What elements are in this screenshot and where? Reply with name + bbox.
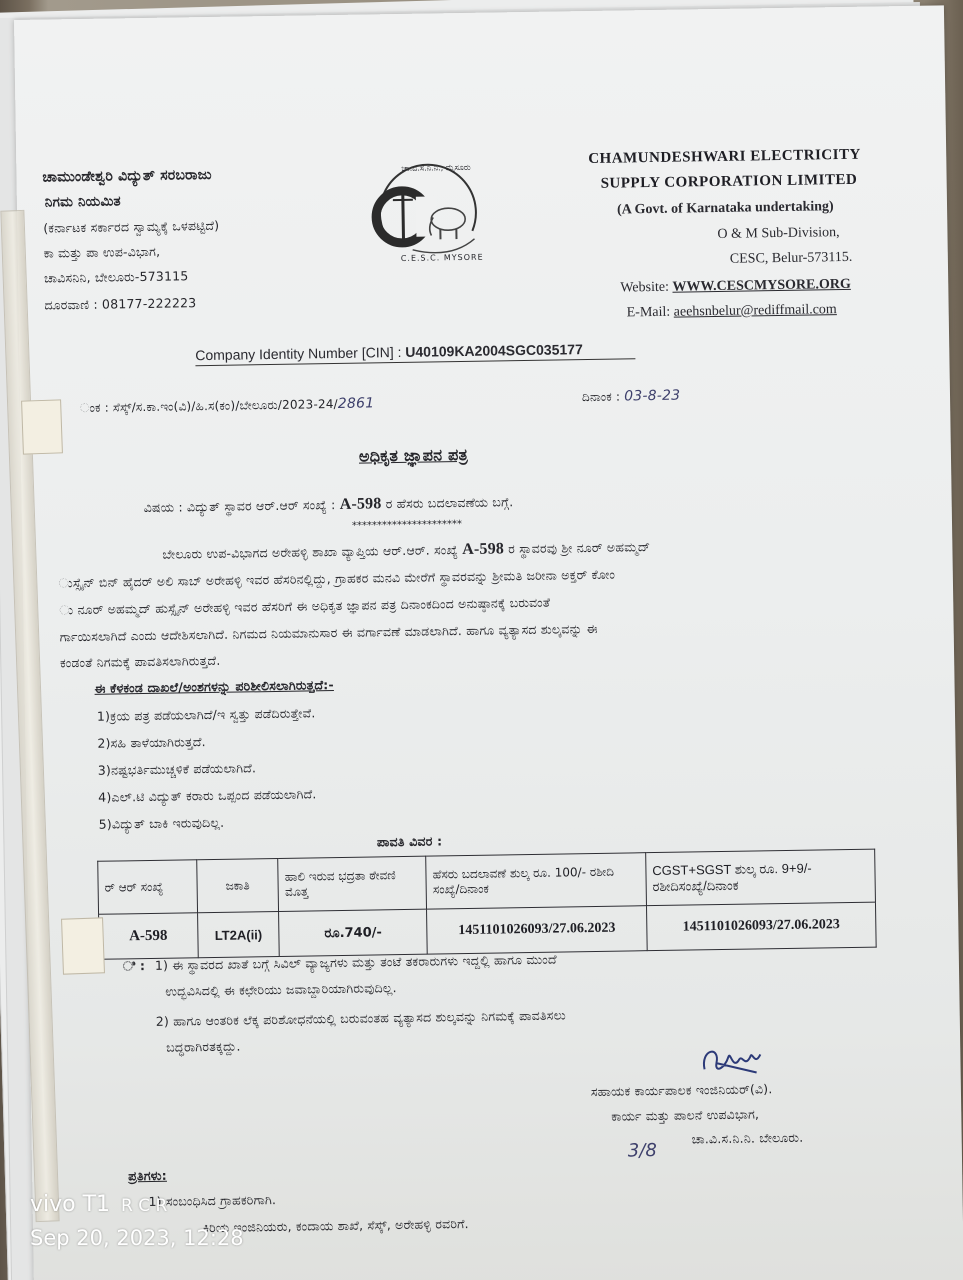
signature-office: ಕಾರ್ಯ ಮತ್ತು ಪಾಲನೆ ಉಪವಿಭಾಗ, [611,1106,760,1124]
documents-item: 2)ಸಹಿ ತಾಳೆಯಾಗಿರುತ್ತದೆ. [97,734,206,751]
notes-marker: ಿ : [122,958,146,974]
date-line [582,388,681,406]
header-right-line: O & M Sub-Division, [717,225,840,242]
table-cell-gst-receipt: 1451101026093/27.06.2023 [646,902,876,951]
header-right-line: (A Govt. of Karnataka undertaking) [616,199,834,218]
date-label: ದಿನಾಂಕ : [581,389,621,405]
note-line: 1) ಈ ಸ್ಥಾವರದ ಖಾತೆ ಬಗ್ಗೆ ಸಿವಿಲ್ ವ್ಯಾಜ್ಯಗಳು ಮತ್ತು ತಂಟೆ ತಕರಾರುಗಳು ಇದ್ದಲ್ಲಿ ಹಾಗೂ ಮುಂದೆ [154,951,557,973]
documents-heading: ಈ ಕೆಳಕಂಡ ದಾಖಲೆ/ಅಂಶಗಳನ್ನು ಪರಿಶೀಲಿಸಲಾಗಿರುತ್ತದೆ:- [94,677,334,696]
binding-clip [61,917,105,974]
logo-arc-text: ಚಾ.ವಿ.ಸ.ನಿ.ನಿ., ಮೈಸೂರು [401,162,471,173]
header-left-line: (ಕರ್ನಾಟಕ ಸರ್ಕಾರದ ಸ್ವಾಮ್ಯಕ್ಕೆ ಒಳಪಟ್ಟಿದೆ) [43,217,220,236]
header-right-line: SUPPLY CORPORATION LIMITED [600,171,858,192]
table-header-cell: ಜಕಾತಿ [196,858,278,912]
body-line: ು ನೂರ್ ಅಹಮ್ಮದ್ ಹುಸ್ಸೈನ್ ಅರೇಹಳ್ಳಿ ಇವರ ಹೆಸರಿಗೆ ಈ ಅಧಿಕೃತ ಜ್ಞಾಪನ ಪತ್ರ ದಿನಾಂಕದಿಂದ ಅನುಷ್ಠಾನಕ್ಕೆ ಬರುವಂತೆ [59,594,551,618]
date-handwritten: 03-8-23 [624,387,681,405]
document-title: ಅಧಿಕೃತ ಜ್ಞಾಪನ ಪತ್ರ [358,444,468,466]
email-link[interactable]: aeehsnbelur@rediffmail.com [673,302,837,320]
documents-item: 4)ಎಲ್.ಟಿ ವಿದ್ಯುತ್ ಕರಾರು ಒಪ್ಪಂದ ಪಡೆಯಲಾಗಿದೆ. [98,786,317,805]
camera-credit-text: R C R [121,1196,168,1216]
camera-brand-text: vivo T1 [30,1192,111,1217]
table-cell-receipt: 1451101026093/27.06.2023 [427,906,647,954]
website-line [620,277,851,297]
note-line: ಉದ್ಭವಿಸಿದಲ್ಲಿ ಈ ಕಛೇರಿಯು ಜವಾಬ್ದಾರಿಯಾಗಿರುವುದಿಲ್ಲ. [165,980,397,999]
email-line [627,302,837,321]
body-rr-number: A-598 [462,540,505,559]
copy-to-label: ಪ್ರತಿಗಳು: [128,1167,168,1184]
binding-clip [21,399,63,454]
handwritten-signature [698,1038,769,1087]
body-line: ರ್ಗಾಯಿಸಲಾಗಿದೆ ಎಂದು ಆದೇಶಿಸಲಾಗಿದೆ. ನಿಗಮದ ನಿಯಮಾನುಸಾರ ಈ ವರ್ಗಾವಣೆ ಮಾಡಲಾಗಿದೆ. ಹಾಗೂ ವ್ಯತ್ಯಾಸದ ಶುಲ್ಕವನ್ನು ಈ [59,620,598,645]
reference-prefix: ಂಕ : ಸೆಸ್ಕ್/ಸ.ಕಾ.ಇಂ(ವಿ)/ಹಿ.ಸ(ಕಂ)/ಬೇಲೂರು/2023-24/ [79,396,338,416]
header-left-phone: ದೂರವಾಣಿ : 08177-222223 [44,295,197,313]
table-header-cell: ರ್ ಆರ್ ಸಂಖ್ಯೆ [98,860,198,915]
reference-number-handwritten: 2861 [337,395,375,412]
subject-line [144,493,514,517]
body-line [162,538,650,564]
table-cell-tariff: LT2A(ii) [197,911,279,957]
email-label: E-Mail: [626,304,671,321]
header-right-line: CHAMUNDESHWARI ELECTRICITY [588,146,861,167]
copy-to-item: ಕಿರಿಯ ಇಂಜಿನಿಯರು, ಕಂದಾಯ ಶಾಖೆ, ಸೆಸ್ಕ್, ಅರೇಹಳ್ಳಿ ರವರಿಗೆ. [202,1216,469,1236]
note-line: 2) ಹಾಗೂ ಆಂತರಿಕ ಲೆಕ್ಕ ಪರಿಶೋಧನೆಯಲ್ಲಿ ಬರುವಂತಹ ವ್ಯತ್ಯಾಸದ ಶುಲ್ಕವನ್ನು ನಿಗಮಕ್ಕೆ ಪಾವತಿಸಲು [155,1007,566,1029]
documents-item: 1)ಕ್ರಯ ಪತ್ರ ಪಡೆಯಲಾಗಿದೆ/ಇ ಸ್ವತ್ತು ಪಡೆದಿರುತ್ತೇವೆ. [96,705,316,724]
table-cell-deposit: ರೂ.740/- [279,909,428,956]
signature-icon [698,1038,769,1083]
table-header-cell: ಹಾಲಿ ಇರುವ ಭದ್ರತಾ ಠೇವಣಿ ಮೊತ್ತ [278,856,427,911]
camera-timestamp: Sep 20, 2023, 12:28 [30,1226,244,1250]
website-label: Website: [620,279,670,296]
payment-table [97,849,876,960]
payment-heading: ಪಾವತಿ ವಿವರ : [376,833,443,850]
cesc-logo [359,161,491,273]
signature-designation: ಸಹಾಯಕ ಕಾರ್ಯಪಾಲಕ ಇಂಜಿನಿಯರ್(ವಿ). [590,1081,773,1100]
cin-label: Company Identity Number [CIN] : [195,343,402,364]
body-text: ರ ಸ್ಥಾವರವು ಶ್ರೀ ನೂರ್ ಅಹಮ್ಮದ್ [508,539,651,557]
header-left-line: ನಿಗಮ ನಿಯಮಿತ [44,193,121,211]
header-left-line: ಕಾ ಮತ್ತು ಪಾ ಉಪ-ವಿಭಾಗ, [43,243,161,261]
documents-item: 3)ನಷ್ಟಭರ್ತಿಮುಚ್ಚಳಿಕೆ ಪಡೆಯಲಾಗಿದೆ. [97,760,257,778]
cin-line [195,340,635,366]
subject-divider-stars: ********************** [351,519,463,532]
copy-to-item: 1) ಸಂಬಂಧಿಸಿದ ಗ್ರಾಹಕರಿಗಾಗಿ. [148,1192,277,1210]
note-line: ಬದ್ಧರಾಗಿರತಕ್ಕದ್ದು. [166,1038,241,1055]
signature-date-handwritten: 3/8 [627,1140,657,1162]
signature-location: ಚಾ.ವಿ.ಸ.ನಿ.ನಿ. ಬೇಲೂರು. [691,1129,804,1147]
logo-bottom-text: C.E.S.C. MYSORE [400,252,484,263]
table-cell-rr: A-598 [99,913,198,960]
body-text: ಬೇಲೂರು ಉಪ-ವಿಭಾಗದ ಅರೇಹಳ್ಳಿ ಶಾಖಾ ವ್ಯಾಪ್ತಿಯ ಆರ್.ಆರ್. ಸಂಖ್ಯೆ [162,542,459,562]
reference-line [80,395,374,416]
header-left-line: ಚಾವಿಸನಿನಿ, ಬೇಲೂರು-573115 [43,268,189,286]
subject-rr-number: A-598 [339,495,382,513]
header-left-line: ಚಾಮುಂಡೇಶ್ವರಿ ವಿದ್ಯುತ್ ಸರಬರಾಜು [42,166,212,186]
table-header-cell: ಹೆಸರು ಬದಲಾವಣೆ ಶುಲ್ಕ ರೂ. 100/- ರಶೀದಿ ಸಂಖ್ಯೆ/ದಿನಾಂಕ [426,853,646,909]
camera-brand [30,1192,167,1217]
subject-label: ವಿಷಯ : ವಿದ್ಯುತ್ ಸ್ಥಾವರ ಆರ್.ಆರ್ ಸಂಖ್ಯೆ : [143,497,336,516]
table-header-cell: CGST+SGST ಶುಲ್ಕ ರೂ. 9+9/- ರಶೀದಿಸಂಖ್ಯೆ/ದಿನಾಂಕ [646,849,876,906]
cin-value: U40109KA2004SGC035177 [405,341,583,360]
documents-item: 5)ವಿದ್ಯುತ್ ಬಾಕಿ ಇರುವುದಿಲ್ಲ. [98,814,225,832]
subject-rest: ರ ಹೆಸರು ಬದಲಾವಣೆಯ ಬಗ್ಗೆ. [385,494,514,512]
office-memorandum-page [14,5,963,1280]
header-right-line: CESC, Belur-573115. [729,249,853,267]
website-link[interactable]: WWW.CESCMYSORE.ORG [672,276,851,295]
body-line: ುಸ್ಸೈನ್ ಬಿನ್ ಹೈದರ್ ಅಲಿ ಸಾಬ್ ಅರೇಹಳ್ಳಿ ಇವರ ಹೆಸರಿನಲ್ಲಿದ್ದು, ಗ್ರಾಹಕರ ಮನವಿ ಮೇರೆಗೆ ಸ್ಥಾವರವನ್ನು ಶ್ರೀಮತಿ ಜರೀನಾ ಅಕ್ತರ್ ಕೋಂ [58,566,616,591]
body-line: ಕಂಡಂತೆ ನಿಗಮಕ್ಕೆ ಪಾವತಿಸಲಾಗಿರುತ್ತದೆ. [59,652,221,671]
